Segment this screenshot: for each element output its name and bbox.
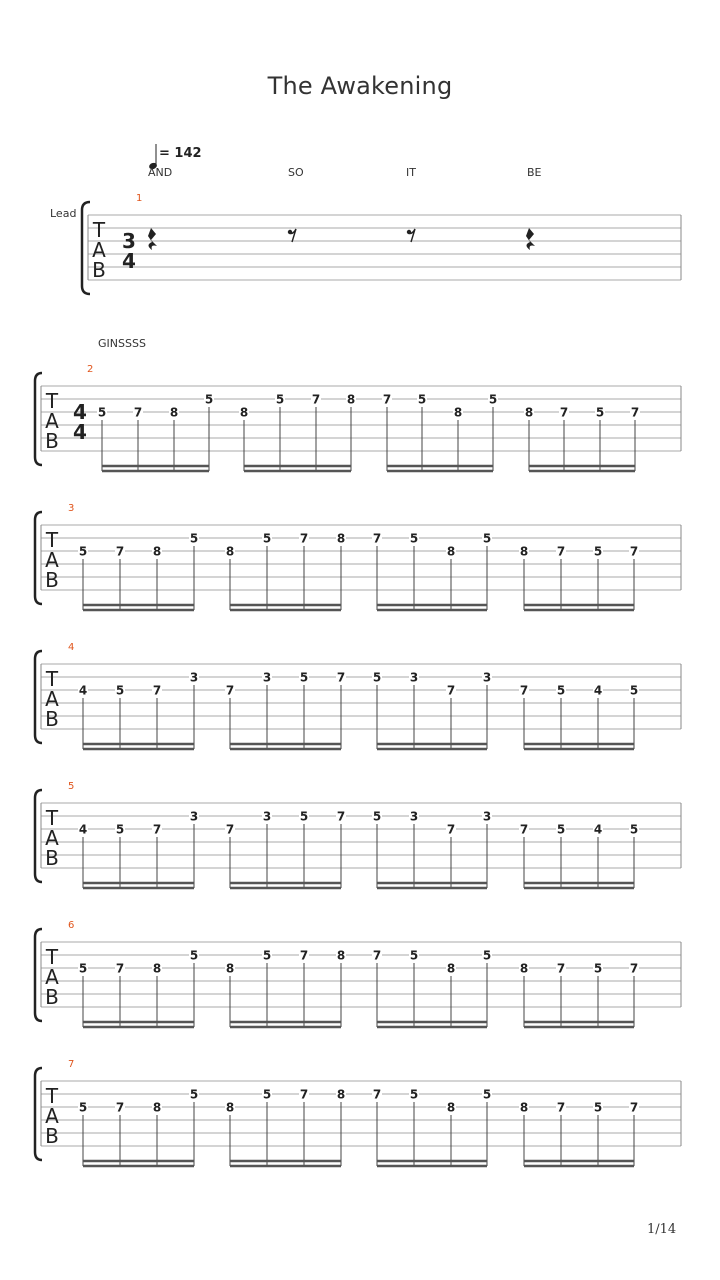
fret-number: 4 [78,683,88,698]
fret-number: 8 [225,1100,235,1115]
lyric-word: AND [148,166,173,179]
tempo-value: = 142 [159,146,202,161]
fret-number: 5 [78,961,88,976]
tab-clef-letter: A [45,965,59,989]
staff-lines-7 [41,1081,681,1146]
tab-clef-letter: A [45,548,59,572]
fret-number: 7 [630,405,640,420]
tab-notes-m4 [78,671,639,750]
tab-clef-letter: T [45,945,59,969]
fret-number: 5 [262,948,272,963]
fret-number: 5 [189,531,199,546]
fret-number: 8 [524,405,534,420]
fret-number: 7 [299,1087,309,1102]
fret-number: 7 [225,822,235,837]
tab-system-7 [35,1068,681,1166]
time-signature-top: 3 [122,229,136,253]
tab-system-2 [35,373,681,471]
fret-number: 7 [152,683,162,698]
fret-number: 7 [519,822,529,837]
tab-clef-letter: T [45,528,59,552]
fret-number: 5 [417,392,427,407]
staff-lines-4 [41,664,681,729]
fret-number: 5 [299,670,309,685]
measure-number: 4 [68,642,75,653]
fret-number: 7 [133,405,143,420]
fret-number: 8 [453,405,463,420]
tab-clef-letter: B [45,985,59,1009]
measure-number: 7 [68,1059,75,1070]
fret-number: 8 [169,405,179,420]
quarter-rest-icon [526,228,535,250]
fret-number: 7 [446,822,456,837]
fret-number: 8 [225,544,235,559]
fret-number: 5 [482,948,492,963]
tab-notes-m7 [78,1088,639,1167]
measure-number: 5 [68,781,75,792]
fret-number: 5 [482,1087,492,1102]
fret-number: 5 [556,683,566,698]
fret-number: 7 [559,405,569,420]
fret-number: 5 [409,531,419,546]
lyric-word: BE [527,166,542,179]
fret-number: 8 [519,961,529,976]
fret-number: 5 [409,1087,419,1102]
fret-number: 8 [446,544,456,559]
fret-number: 7 [372,531,382,546]
tab-notes-m3 [78,532,639,611]
fret-number: 7 [556,1100,566,1115]
measure-number: 6 [68,920,75,931]
tab-clef-letter: B [45,568,59,592]
tab-system-1 [82,202,681,294]
fret-number: 5 [593,961,603,976]
fret-number: 8 [152,544,162,559]
tab-notes-m2 [97,393,640,472]
tab-system-3 [35,512,681,610]
tab-clef-letter: T [45,667,59,691]
fret-number: 5 [78,544,88,559]
fret-number: 8 [336,948,346,963]
fret-number: 7 [372,948,382,963]
tab-clef-letter: A [92,238,106,262]
fret-number: 3 [409,809,419,824]
fret-number: 5 [595,405,605,420]
fret-number: 3 [482,809,492,824]
lyric-word: GINSSSS [98,337,146,350]
fret-number: 7 [299,531,309,546]
fret-number: 8 [336,531,346,546]
fret-number: 4 [78,822,88,837]
lyric-word: SO [288,166,304,179]
tab-clef-letter: T [92,218,106,242]
fret-number: 5 [372,809,382,824]
staff-lines-6 [41,942,681,1007]
fret-number: 8 [446,1100,456,1115]
eighth-rest-icon [288,229,296,242]
fret-number: 5 [189,1087,199,1102]
fret-number: 7 [115,1100,125,1115]
fret-number: 7 [382,392,392,407]
fret-number: 3 [482,670,492,685]
time-signature-top: 4 [73,400,87,424]
fret-number: 7 [336,809,346,824]
fret-number: 5 [593,544,603,559]
fret-number: 4 [593,683,603,698]
fret-number: 5 [97,405,107,420]
fret-number: 7 [556,544,566,559]
tab-clef-letter: A [45,687,59,711]
tab-clef-letter: B [45,1124,59,1148]
fret-number: 5 [262,1087,272,1102]
measure-number: 1 [136,193,143,204]
measure-number: 3 [68,503,75,514]
fret-number: 7 [152,822,162,837]
fret-number: 5 [409,948,419,963]
measure-number: 2 [87,364,94,375]
tab-clef-letter: A [45,409,59,433]
fret-number: 5 [78,1100,88,1115]
fret-number: 7 [629,961,639,976]
fret-number: 8 [239,405,249,420]
fret-number: 5 [275,392,285,407]
fret-number: 5 [115,683,125,698]
fret-number: 7 [299,948,309,963]
tab-clef-letter: B [45,846,59,870]
fret-number: 7 [372,1087,382,1102]
tab-system-5 [35,790,681,888]
fret-number: 8 [519,544,529,559]
fret-number: 5 [115,822,125,837]
tab-clef-letter: T [45,389,59,413]
staff-lines-5 [41,803,681,868]
tab-clef-letter: T [45,1084,59,1108]
fret-number: 7 [446,683,456,698]
tab-clef-letter: A [45,826,59,850]
time-signature-bottom: 4 [73,420,87,444]
fret-number: 5 [629,683,639,698]
tab-clef-letter: A [45,1104,59,1128]
tab-clef-letter: B [92,258,106,282]
tab-notes-m6 [78,949,639,1028]
tab-clef-letter: T [45,806,59,830]
fret-number: 8 [346,392,356,407]
fret-number: 8 [225,961,235,976]
eighth-rest-icon [407,229,415,242]
fret-number: 7 [629,544,639,559]
fret-number: 7 [115,544,125,559]
fret-number: 5 [204,392,214,407]
quarter-rest-icon [148,228,157,250]
fret-number: 5 [593,1100,603,1115]
fret-number: 3 [189,670,199,685]
page-number: 1/14 [647,1222,677,1237]
fret-number: 7 [311,392,321,407]
fret-number: 3 [409,670,419,685]
fret-number: 3 [189,809,199,824]
fret-number: 4 [593,822,603,837]
fret-number: 5 [629,822,639,837]
fret-number: 7 [519,683,529,698]
fret-number: 8 [152,961,162,976]
fret-number: 5 [488,392,498,407]
fret-number: 5 [262,531,272,546]
fret-number: 5 [299,809,309,824]
staff-lines-1 [88,215,681,280]
tab-system-4 [35,651,681,749]
fret-number: 8 [519,1100,529,1115]
time-signature-bottom: 4 [122,249,136,273]
track-label: Lead [50,207,77,220]
fret-number: 3 [262,809,272,824]
fret-number: 7 [115,961,125,976]
fret-number: 3 [262,670,272,685]
tab-clef-letter: B [45,707,59,731]
tab-system-6 [35,929,681,1027]
fret-number: 8 [446,961,456,976]
tab-notes-m5 [78,810,639,889]
lyric-word: IT [406,166,416,179]
fret-number: 7 [556,961,566,976]
fret-number: 5 [556,822,566,837]
fret-number: 8 [336,1087,346,1102]
fret-number: 5 [482,531,492,546]
fret-number: 7 [225,683,235,698]
fret-number: 8 [152,1100,162,1115]
song-title: The Awakening [267,72,453,100]
staff-lines-3 [41,525,681,590]
fret-number: 5 [189,948,199,963]
tab-clef-letter: B [45,429,59,453]
fret-number: 7 [629,1100,639,1115]
fret-number: 5 [372,670,382,685]
fret-number: 7 [336,670,346,685]
